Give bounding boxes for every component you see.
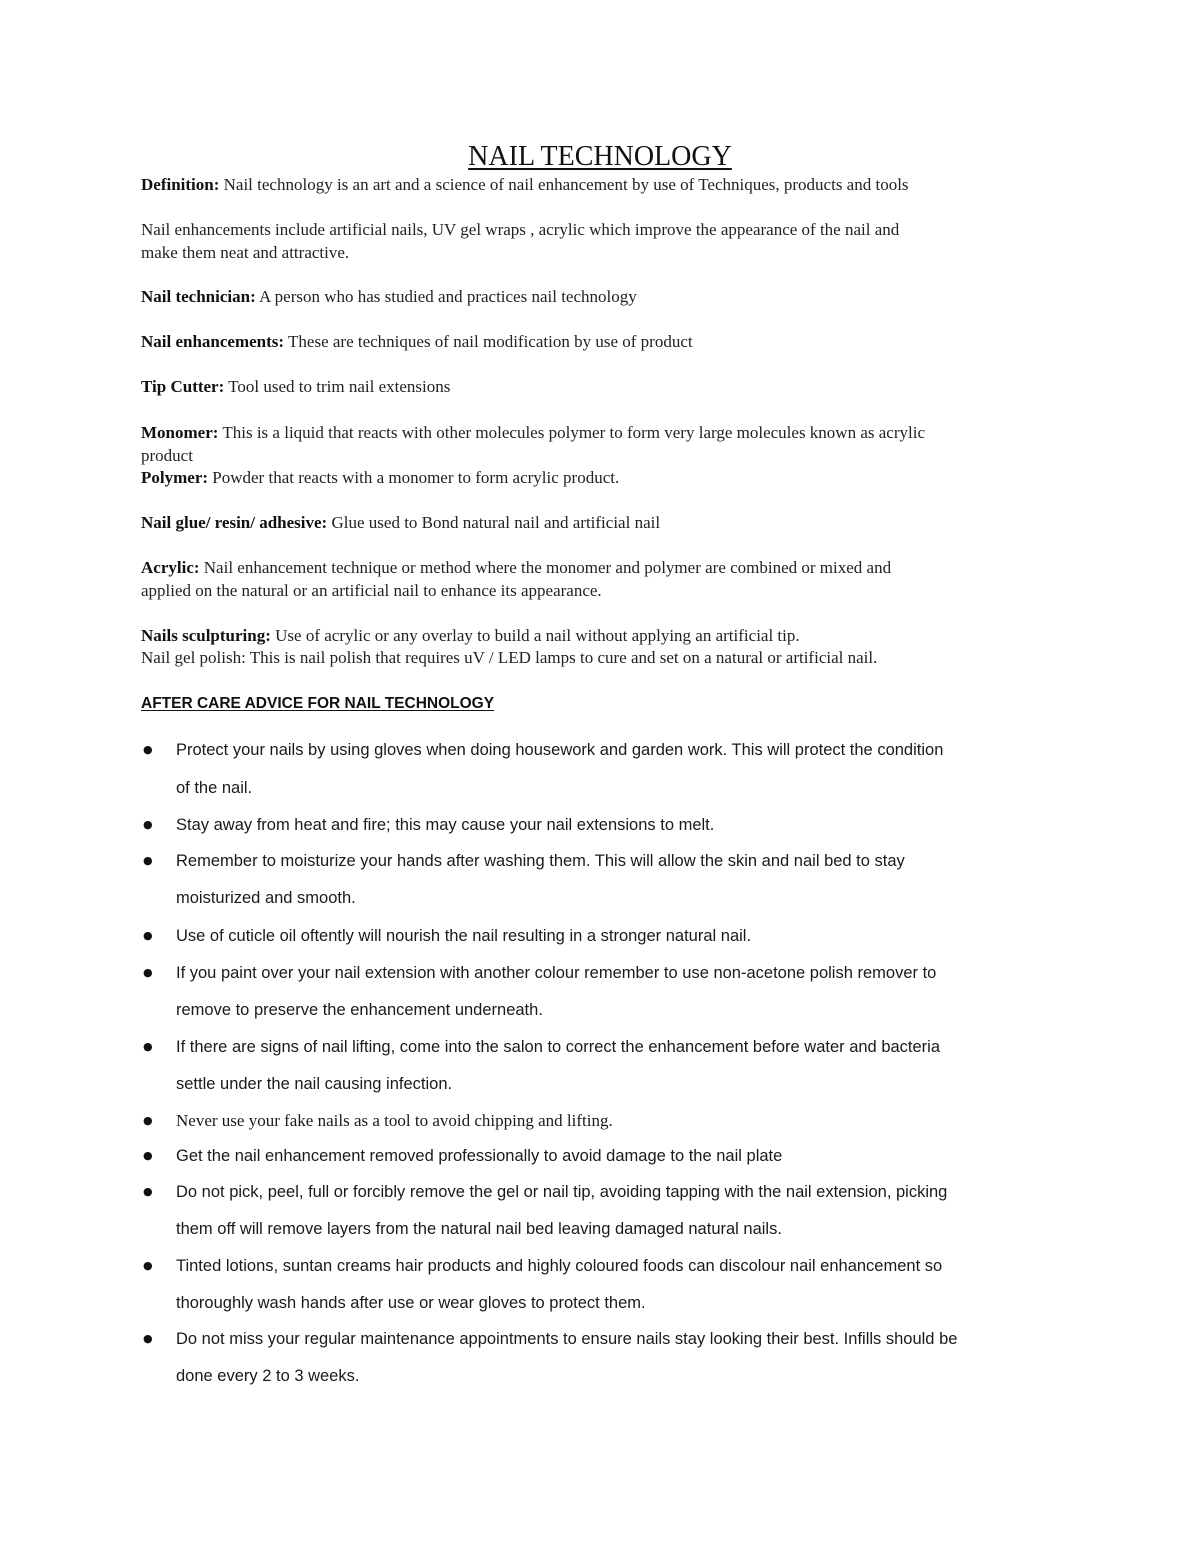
- technician-text: A person who has studied and practices nail technology: [255, 287, 637, 306]
- monomer-text: This is a liquid that reacts with other molecules polymer to form very large molecules known as acrylic: [218, 423, 925, 442]
- bullet-icon: ●: [143, 743, 153, 756]
- list-item: Do not pick, peel, full or forcibly remove the gel or nail tip, avoiding tapping with the nail extension, picking: [176, 1183, 948, 1201]
- bullet-icon: ●: [143, 1114, 153, 1127]
- bullet-icon: ●: [143, 1149, 153, 1162]
- list-item: Protect your nails by using gloves when doing housework and garden work. This will protect the condition: [176, 741, 944, 759]
- list-item: Never use your fake nails as a tool to avoid chipping and lifting.: [176, 1111, 613, 1130]
- list-item-continuation: settle under the nail causing infection.: [176, 1075, 453, 1093]
- list-item: Tinted lotions, suntan creams hair products and highly coloured foods can discolour nail enhancement so: [176, 1257, 943, 1275]
- monomer-paragraph: [141, 422, 925, 444]
- bullet-icon: ●: [143, 966, 153, 979]
- list-item-continuation: of the nail.: [176, 779, 253, 797]
- tip-cutter-term: Tip Cutter:: [141, 377, 225, 396]
- list-item: Stay away from heat and fire; this may cause your nail extensions to melt.: [176, 816, 715, 834]
- nail-enhancements-term: Nail enhancements:: [141, 332, 285, 351]
- sculpting-term: Nails sculpturing:: [141, 626, 271, 645]
- enhancements-intro-line2: make them neat and attractive.: [141, 243, 350, 262]
- list-item: If you paint over your nail extension with another colour remember to use non-acetone polish remover to: [176, 964, 937, 982]
- definition-term: Definition:: [141, 175, 220, 194]
- list-item: Remember to moisturize your hands after washing them. This will allow the skin and nail bed to stay: [176, 852, 905, 870]
- acrylic-text: Nail enhancement technique or method where the monomer and polymer are combined or mixed and: [199, 558, 892, 577]
- tip-cutter-paragraph: [141, 376, 450, 398]
- monomer-term: Monomer:: [141, 423, 219, 442]
- list-item-continuation: moisturized and smooth.: [176, 889, 356, 907]
- glue-paragraph: [141, 512, 660, 534]
- technician-term: Nail technician:: [141, 287, 256, 306]
- list-item-continuation: thoroughly wash hands after use or wear gloves to protect them.: [176, 1294, 646, 1312]
- glue-term: Nail glue/ resin/ adhesive:: [141, 513, 328, 532]
- sculpting-text: Use of acrylic or any overlay to build a nail without applying an artificial tip.: [270, 626, 800, 645]
- bullet-icon: ●: [143, 1332, 153, 1345]
- list-item-continuation: remove to preserve the enhancement underneath.: [176, 1001, 543, 1019]
- glue-text: Glue used to Bond natural nail and artificial nail: [327, 513, 661, 532]
- bullet-icon: ●: [143, 929, 153, 942]
- list-item: Use of cuticle oil oftently will nourish the nail resulting in a stronger natural nail.: [176, 927, 752, 945]
- polymer-term: Polymer:: [141, 468, 209, 487]
- bullet-icon: ●: [143, 1259, 153, 1272]
- definition-paragraph: [141, 174, 909, 196]
- gel-polish-line: Nail gel polish: This is nail polish that requires uV / LED lamps to cure and set on a natural or artificial nail.: [141, 648, 878, 667]
- bullet-icon: ●: [143, 818, 153, 831]
- monomer-text-line2: product: [141, 446, 193, 465]
- bullet-icon: ●: [143, 1040, 153, 1053]
- bullet-icon: ●: [143, 854, 153, 867]
- technician-paragraph: [141, 286, 637, 308]
- polymer-paragraph: [141, 467, 619, 489]
- list-item-continuation: them off will remove layers from the natural nail bed leaving damaged natural nails.: [176, 1220, 782, 1238]
- acrylic-term: Acrylic:: [141, 558, 200, 577]
- list-item: Do not miss your regular maintenance appointments to ensure nails stay looking their best. Infills should be: [176, 1330, 958, 1348]
- list-item: Get the nail enhancement removed professionally to avoid damage to the nail plate: [176, 1147, 783, 1165]
- definition-text: Nail technology is an art and a science of nail enhancement by use of Techniques, products and tools: [219, 175, 909, 194]
- bullet-icon: ●: [143, 1185, 153, 1198]
- sculpting-paragraph: [141, 625, 800, 647]
- tip-cutter-text: Tool used to trim nail extensions: [224, 377, 451, 396]
- nail-enhancements-text: These are techniques of nail modification by use of product: [284, 332, 693, 351]
- nail-enhancements-paragraph: [141, 331, 693, 353]
- polymer-text: Powder that reacts with a monomer to form acrylic product.: [208, 468, 620, 487]
- acrylic-paragraph: [141, 557, 891, 579]
- page-title: NAIL TECHNOLOGY: [468, 141, 732, 172]
- aftercare-heading: AFTER CARE ADVICE FOR NAIL TECHNOLOGY: [141, 695, 495, 712]
- list-item: If there are signs of nail lifting, come into the salon to correct the enhancement before water and bacteria: [176, 1038, 941, 1056]
- enhancements-intro-line1: Nail enhancements include artificial nails, UV gel wraps , acrylic which improve the appearance of the nail and: [141, 220, 900, 239]
- list-item-continuation: done every 2 to 3 weeks.: [176, 1367, 360, 1385]
- acrylic-text-line2: applied on the natural or an artificial nail to enhance its appearance.: [141, 581, 602, 600]
